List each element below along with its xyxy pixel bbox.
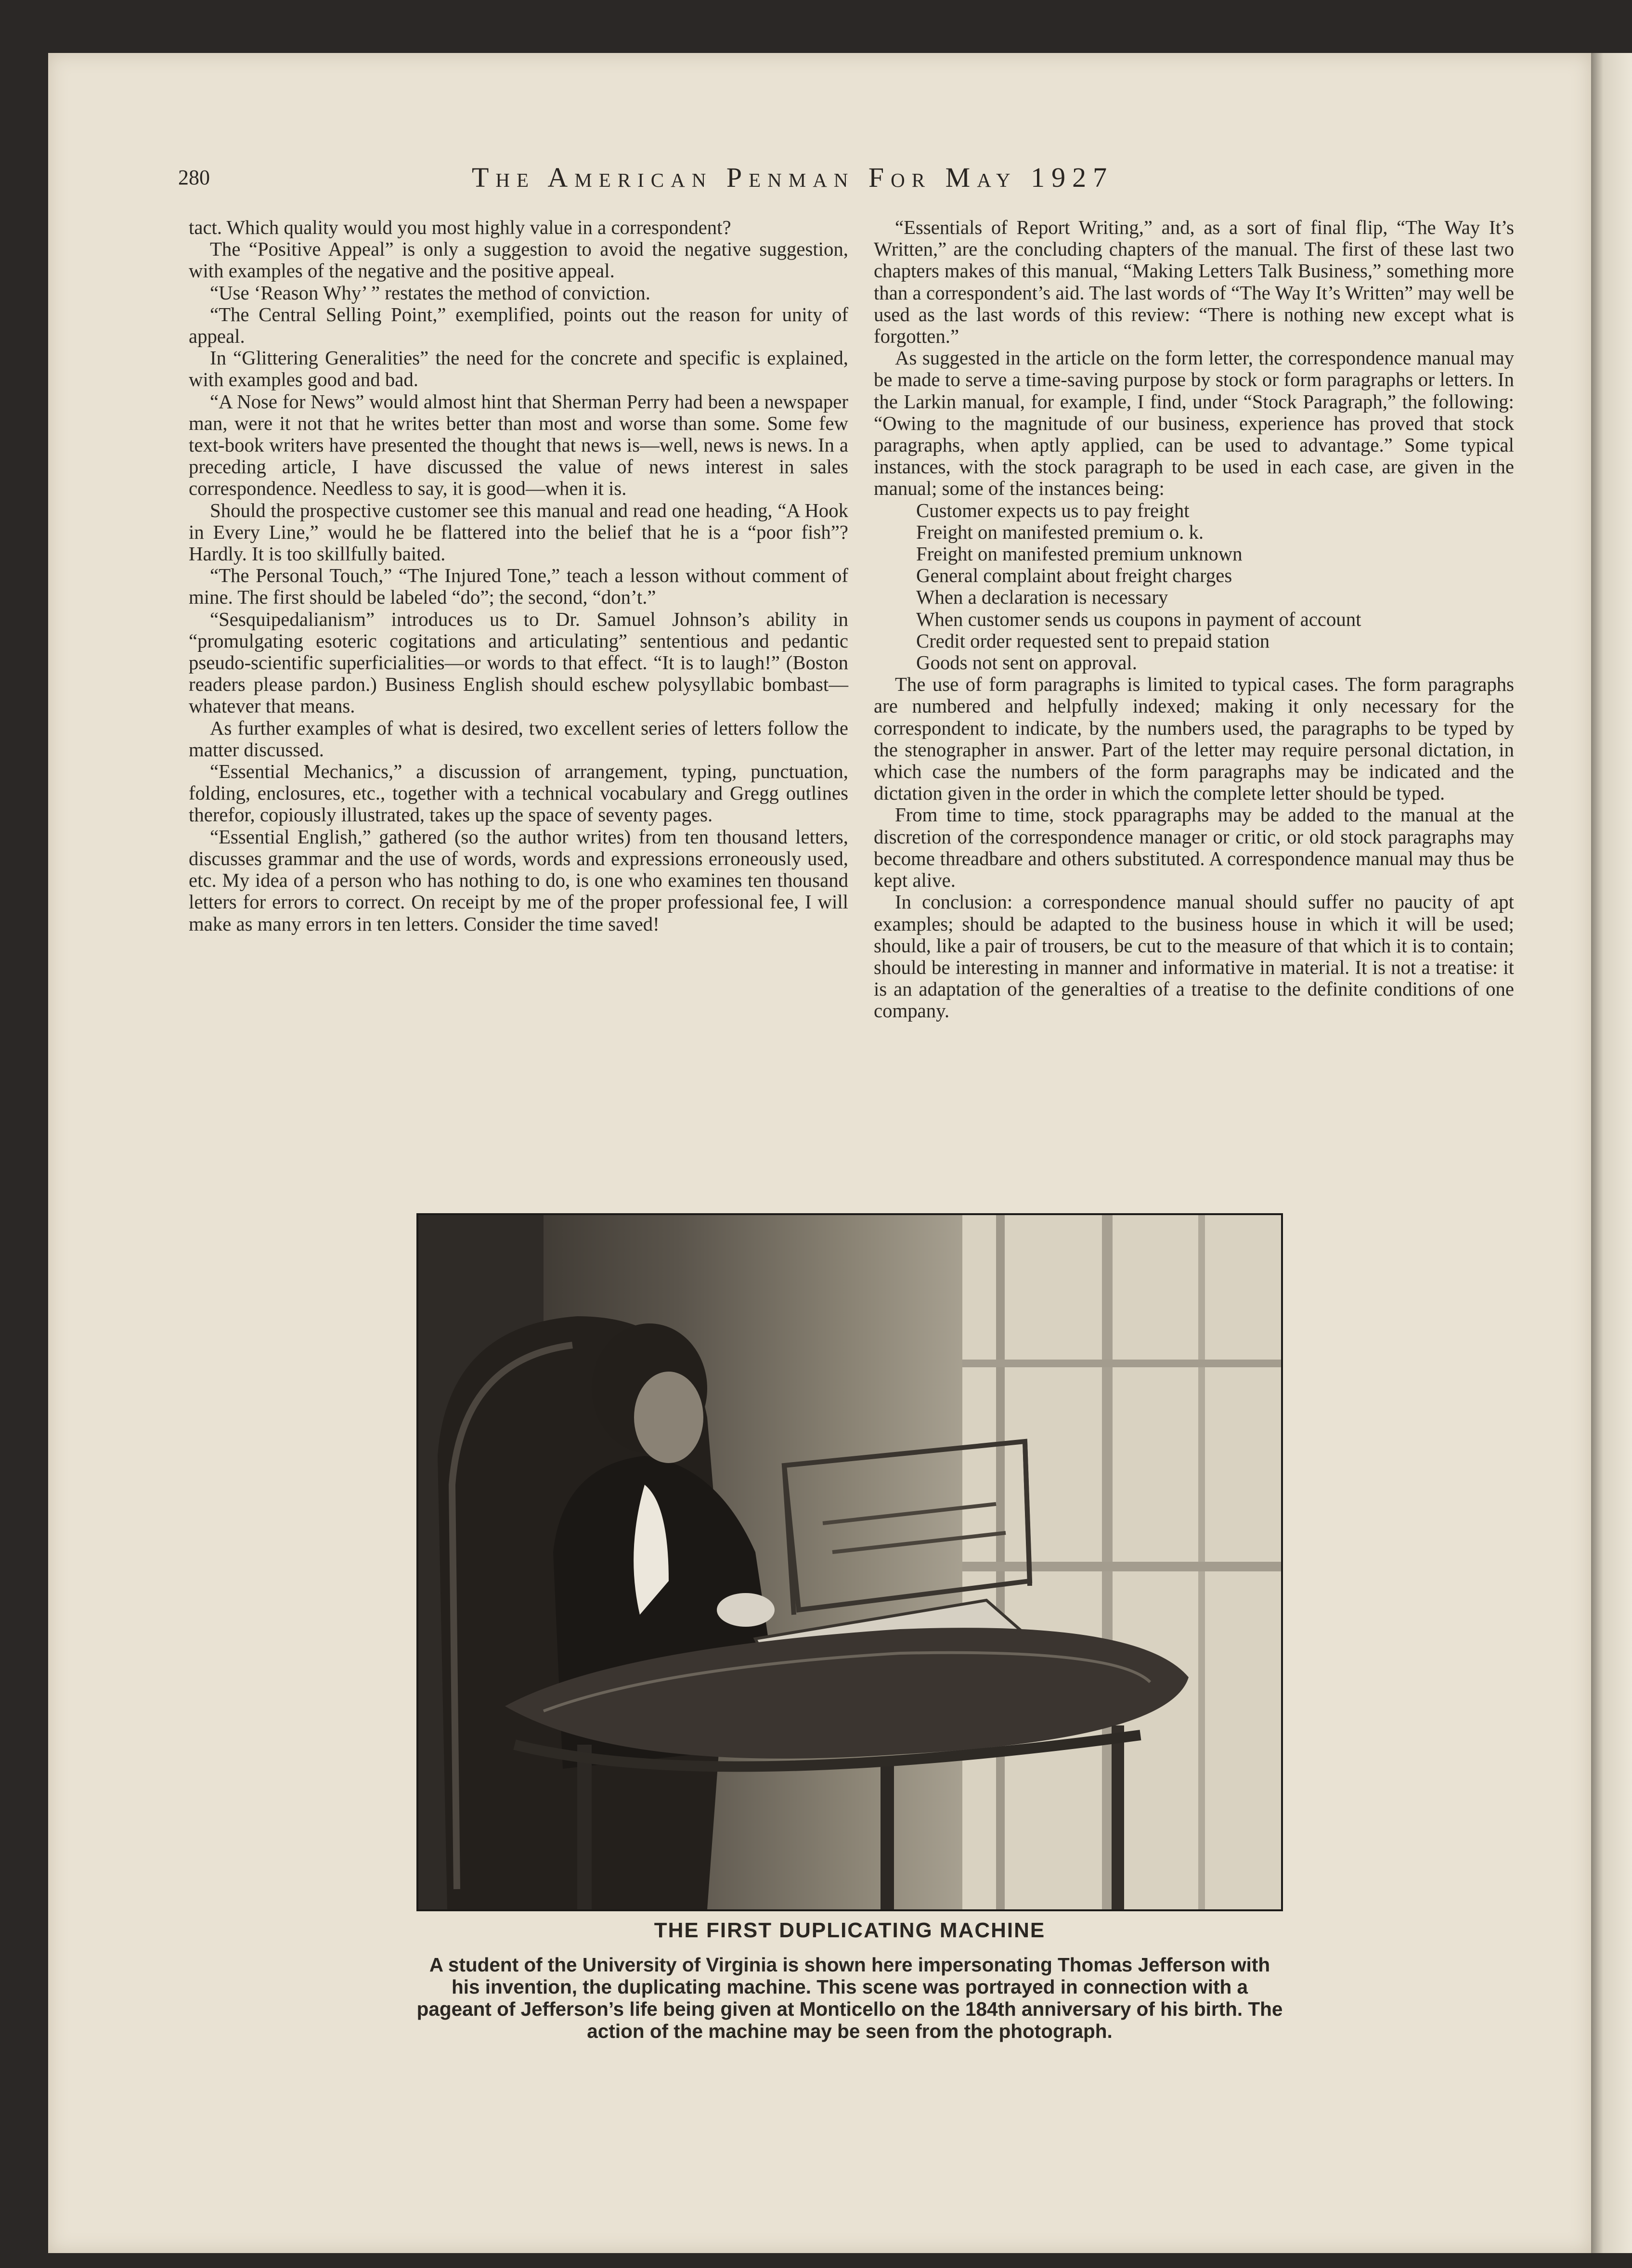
paragraph: From time to time, stock pparagraphs may be added to the manual at the discretion of the correspondence manager or critic, or old stock paragraphs may become threadbare and others substituted. A correspondence manual may thus be kept alive.	[874, 804, 1514, 892]
paragraph: “A Nose for News” would almost hint that Sherman Perry had been a newspaper man, were it not that he writes better than most and worse than some. Some few text-book writers have presented the thought that news is—well, news is news. In a preceding article, I have discussed the value of news interest in sales correspondence. Needless to say, it is good—when it is.	[189, 390, 848, 500]
figure-caption-text: A student of the University of Virginia is shown here impersonating Thomas Jefferson with his invention, the duplicating machine. This scene was portrayed in connection with a pageant of Jefferson’s life being given at Monticello on the 184th anniversary of his birth. The action of the machine may be seen from the photograph.	[416, 1954, 1283, 2042]
list-item: General complaint about freight charges	[916, 565, 1232, 587]
photograph-jefferson-duplicating-machine	[416, 1213, 1283, 1911]
list-item: When customer sends us coupons in payment of account	[916, 608, 1361, 630]
paragraph: As suggested in the article on the form letter, the correspondence manual may be made to serve a time-saving purpose by stock or form paragraphs or letters. In the Larkin manual, for example, I find, under “Stock Paragraph,” the following: “Owing to the magnitude of our business, experience has proved that stock paragraphs, when aptly applied, can be used to advantage.” Some typical instances, with the stock paragraph to be used in each case, are given in the manual; some of the instances being:	[874, 347, 1514, 500]
paragraph: “The Personal Touch,” “The Injured Tone,” teach a lesson without comment of mine. The first should be labeled “do”; the second, “don’t.”	[189, 565, 848, 609]
paragraph: “Essentials of Report Writing,” and, as a sort of final flip, “The Way It’s Written,” are the concluding chapters of the manual. The first of these last two chapters makes of this manual, “Making Letters Talk Business,” something more than a correspondent’s aid. The last words of “The Way It’s Written” may well be used as the last words of this review: “There is nothing new except what is forgotten.”	[874, 217, 1514, 348]
paragraph: The use of form paragraphs is limited to typical cases. The form paragraphs are numbered and helpfully indexed; making it only necessary for the correspondent to indicate, by the numbers used, the paragraphs to be typed by the stenographer in answer. Part of the letter may require personal dictation, in which case the numbers of the form paragraphs may be indicated and the dictation given in the order in which the complete letter should be typed.	[874, 674, 1514, 804]
paragraph: “Essential Mechanics,” a discussion of arrangement, typing, punctuation, folding, enclosures, etc., together with a technical vocabulary and Gregg outlines therefor, copiously illustrated, takes up the space of seventy pages.	[189, 761, 848, 826]
paragraph: “The Central Selling Point,” exemplified, points out the reason for unity of appeal.	[189, 303, 848, 348]
next-page-edge	[1591, 53, 1632, 2253]
page-number: 280	[178, 166, 210, 189]
list-item: Goods not sent on approval.	[916, 652, 1137, 674]
running-title: The American Penman For May 1927	[472, 162, 1114, 193]
paragraph: “Sesquipedalianism” introduces us to Dr. Samuel Johnson’s ability in “promulgating esoteric cogitations and articulating” sententious and pedantic pseudo-scientific superficialities—or words to that effect. “It is to laugh!” (Boston readers please pardon.) Business English should eschew polysyllabic bombast—whatever that means.	[189, 608, 848, 717]
instances-list	[874, 500, 1514, 674]
left-column	[189, 217, 848, 935]
paragraph: tact. Which quality would you most highly value in a correspondent?	[189, 217, 731, 238]
list-item: Credit order requested sent to prepaid station	[916, 630, 1270, 652]
paragraph: The “Positive Appeal” is only a suggestion to avoid the negative suggestion, with examples of the negative and the positive appeal.	[189, 238, 848, 282]
list-item: Freight on manifested premium o. k.	[916, 521, 1204, 543]
figure-caption-title: THE FIRST DUPLICATING MACHINE	[654, 1918, 1046, 1942]
paragraph: “Use ‘Reason Why’ ” restates the method of conviction.	[210, 282, 651, 304]
list-item: Freight on manifested premium unknown	[916, 543, 1243, 565]
paragraph: As further examples of what is desired, two excellent series of letters follow the matter discussed.	[189, 717, 848, 761]
page-header	[178, 161, 1228, 205]
list-item: When a declaration is necessary	[916, 586, 1168, 609]
paragraph: “Essential English,” gathered (so the author writes) from ten thousand letters, discusses grammar and the use of words, words and expressions erroneously used, etc. My idea of a person who has nothing to do, is one who examines ten thousand letters for errors to correct. On receipt by me of the proper professional fee, I will make as many errors in ten letters. Consider the time saved!	[189, 826, 848, 935]
paragraph: In conclusion: a correspondence manual should suffer no paucity of apt examples; should be adapted to the business house in which it will be used; should, like a pair of trousers, be cut to the measure of that which it is to contain; should be interesting in manner and informative in material. It is not a treatise: it is an adaptation of the generalties of a treatise to the definite conditions of one company.	[874, 891, 1514, 1022]
right-column	[874, 217, 1514, 1022]
list-item: Customer expects us to pay freight	[916, 499, 1190, 521]
paragraph: Should the prospective customer see this manual and read one heading, “A Hook in Every Line,” would he be flattered into the belief that he is a “poor fish”? Hardly. It is too skillfully baited.	[189, 499, 848, 565]
paragraph: In “Glittering Generalities” the need for the concrete and specific is explained, with examples good and bad.	[189, 347, 848, 391]
